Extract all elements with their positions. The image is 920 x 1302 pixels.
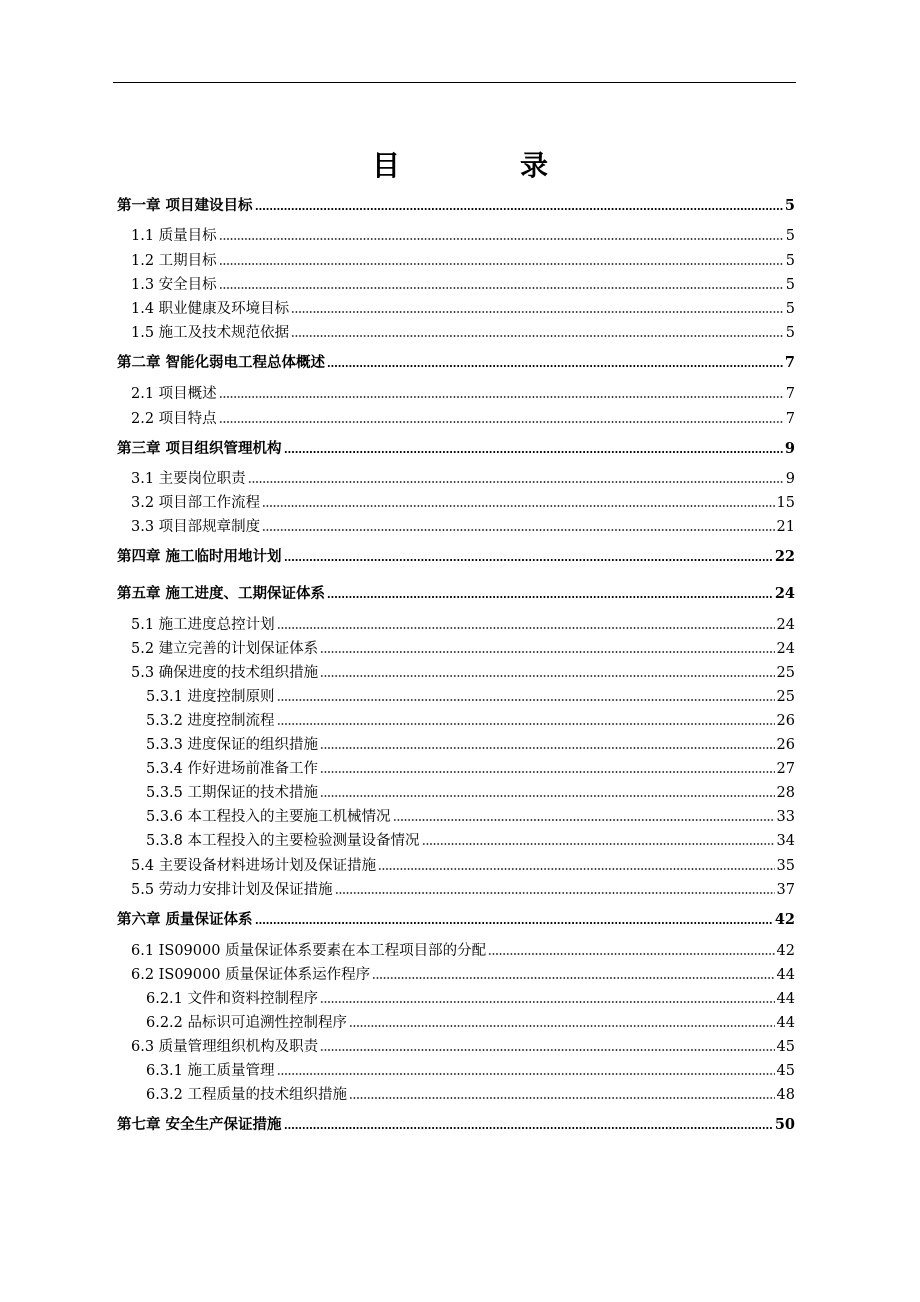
toc-section-entry[interactable] [131,251,795,271]
toc-entry-label: 第七章 安全生产保证措施 [117,1116,282,1133]
toc-leader-dots [262,504,774,508]
toc-chapter-entry[interactable] [117,196,795,216]
toc-section-entry[interactable] [146,687,795,707]
toc-page-number: 24 [774,585,795,602]
toc-leader-dots [248,480,784,484]
toc-leader-dots [320,650,774,654]
toc-entry-label: 5.3 确保进度的技术组织措施 [131,665,319,681]
toc-section-entry[interactable] [131,493,795,513]
toc-page-number: 42 [776,943,795,959]
toc-section-entry[interactable] [146,1061,795,1081]
toc-entry-label: 2.2 项目特点 [131,411,217,427]
toc-page-number: 50 [774,1116,795,1133]
toc-section-entry[interactable] [131,469,795,489]
toc-entry-label: 5.5 劳动力安排计划及保证措施 [131,882,333,898]
toc-page-number: 26 [776,713,795,729]
toc-page-number: 5 [785,301,795,317]
toc-page-number: 24 [776,617,795,633]
toc-page-number: 44 [776,991,795,1007]
toc-section-entry[interactable] [146,1013,795,1033]
toc-page-number: 9 [785,471,795,487]
toc-leader-dots [488,952,774,956]
toc-leader-dots [262,528,774,532]
toc-leader-dots [255,207,783,211]
toc-page-number: 28 [776,785,795,801]
toc-entry-label: 3.2 项目部工作流程 [131,495,261,511]
toc-page-number: 34 [776,833,795,849]
toc-section-entry[interactable] [131,663,795,683]
toc-section-entry[interactable] [146,711,795,731]
toc-page-number: 9 [784,440,795,457]
toc-chapter-entry[interactable] [117,439,795,459]
toc-entry-label: 5.3.2 进度控制流程 [146,713,275,729]
toc-entry-label: 第四章 施工临时用地计划 [117,548,282,565]
toc-entry-label: 5.3.4 作好进场前准备工作 [146,761,319,777]
toc-page-number: 35 [776,858,795,874]
toc-entry-label: 2.1 项目概述 [131,386,217,402]
toc-page-number: 5 [785,228,795,244]
toc-section-entry[interactable] [146,783,795,803]
toc-entry-label: 5.3.6 本工程投入的主要施工机械情况 [146,809,391,825]
toc-entry-label: 6.2 IS09000 质量保证体系运作程序 [131,967,371,983]
toc-leader-dots [320,746,775,750]
toc-section-entry[interactable] [131,275,795,295]
toc-leader-dots [219,286,784,290]
toc-leader-dots [291,334,784,338]
toc-page-number: 7 [785,386,795,402]
toc-entry-label: 第一章 项目建设目标 [117,197,253,214]
toc-page-number: 33 [776,809,795,825]
toc-entry-label: 6.2.2 品标识可追溯性控制程序 [146,1015,348,1031]
page-title: 目 录 [371,149,594,182]
toc-chapter-entry[interactable] [117,1115,795,1135]
toc-leader-dots [284,1126,773,1130]
toc-entry-label: 3.1 主要岗位职责 [131,471,246,487]
toc-section-entry[interactable] [146,807,795,827]
toc-section-entry[interactable] [131,856,795,876]
toc-leader-dots [284,558,773,562]
toc-section-entry[interactable] [131,880,795,900]
toc-chapter-entry[interactable] [117,353,795,373]
toc-entry-label: 5.4 主要设备材料进场计划及保证措施 [131,858,377,874]
toc-leader-dots [277,1072,775,1076]
toc-entry-label: 5.3.5 工期保证的技术措施 [146,785,319,801]
toc-section-entry[interactable] [131,639,795,659]
toc-section-entry[interactable] [131,1037,795,1057]
toc-leader-dots [219,420,784,424]
toc-leader-dots [327,595,773,599]
toc-page-number: 27 [776,761,795,777]
toc-page-number: 22 [774,548,795,565]
toc-page-number: 37 [776,882,795,898]
toc-page-number: 24 [776,641,795,657]
toc-leader-dots [320,794,775,798]
toc-leader-dots [335,891,775,895]
toc-page-number: 7 [784,354,795,371]
toc-leader-dots [349,1096,775,1100]
toc-section-entry[interactable] [131,323,795,343]
toc-section-entry[interactable] [131,226,795,246]
toc-chapter-entry[interactable] [117,910,795,930]
toc-page-number: 45 [776,1063,795,1079]
toc-page-number: 45 [776,1039,795,1055]
toc-page-number: 5 [785,325,795,341]
toc-leader-dots [277,722,775,726]
toc-leader-dots [393,818,775,822]
toc-section-entry[interactable] [131,384,795,404]
toc-section-entry[interactable] [131,941,795,961]
toc-chapter-entry[interactable] [117,584,795,604]
toc-page-number: 44 [776,967,795,983]
toc-leader-dots [320,1000,775,1004]
toc-page-number: 26 [776,737,795,753]
toc-leader-dots [422,842,775,846]
toc-section-entry[interactable] [131,409,795,429]
toc-page-number: 44 [776,1015,795,1031]
toc-entry-label: 第二章 智能化弱电工程总体概述 [117,354,326,371]
toc-section-entry[interactable] [146,1085,795,1105]
toc-entry-label: 第五章 施工进度、工期保证体系 [117,585,326,602]
toc-entry-label: 6.3.1 施工质量管理 [146,1063,275,1079]
toc-entry-label: 5.3.8 本工程投入的主要检验测量设备情况 [146,833,420,849]
toc-page-number: 21 [776,519,795,535]
toc-section-entry[interactable] [131,517,795,537]
toc-section-entry[interactable] [131,965,795,985]
toc-entry-label: 第三章 项目组织管理机构 [117,440,282,457]
toc-entry-label: 6.3 质量管理组织机构及职责 [131,1039,319,1055]
toc-page-number: 25 [776,689,795,705]
toc-leader-dots [372,976,774,980]
toc-leader-dots [219,237,784,241]
toc-section-entry[interactable] [131,615,795,635]
toc-leader-dots [219,395,784,399]
toc-page-number: 5 [785,277,795,293]
toc-leader-dots [291,310,784,314]
toc-leader-dots [378,867,774,871]
toc-leader-dots [277,698,775,702]
toc-entry-label: 5.3.1 进度控制原则 [146,689,275,705]
toc-entry-label: 1.3 安全目标 [131,277,217,293]
toc-page-number: 5 [784,197,795,214]
toc-section-entry[interactable] [146,735,795,755]
toc-entry-label: 3.3 项目部规章制度 [131,519,261,535]
toc-entry-label: 1.2 工期目标 [131,253,217,269]
toc-entry-label: 6.3.2 工程质量的技术组织措施 [146,1087,348,1103]
toc-page-number: 7 [785,411,795,427]
toc-entry-label: 1.1 质量目标 [131,228,217,244]
toc-leader-dots [277,626,775,630]
toc-entry-label: 5.3.3 进度保证的组织措施 [146,737,319,753]
toc-leader-dots [320,1048,774,1052]
toc-section-entry[interactable] [146,831,795,851]
toc-page-number: 25 [776,665,795,681]
toc-leader-dots [219,262,784,266]
toc-page-number: 15 [776,495,795,511]
toc-leader-dots [320,674,774,678]
toc-page-number: 42 [774,911,795,928]
toc-leader-dots [349,1024,775,1028]
toc-entry-label: 5.1 施工进度总控计划 [131,617,275,633]
toc-leader-dots [320,770,775,774]
toc-entry-label: 5.2 建立完善的计划保证体系 [131,641,319,657]
toc-entry-label: 1.4 职业健康及环境目标 [131,301,290,317]
toc-page-number: 5 [785,253,795,269]
toc-entry-label: 6.1 IS09000 质量保证体系要素在本工程项目部的分配 [131,943,487,959]
toc-section-entry[interactable] [146,759,795,779]
toc-entry-label: 6.2.1 文件和资料控制程序 [146,991,319,1007]
toc-chapter-entry[interactable] [117,547,795,567]
toc-leader-dots [284,450,783,454]
toc-entry-label: 第六章 质量保证体系 [117,911,253,928]
toc-leader-dots [255,921,773,925]
toc-section-entry[interactable] [146,989,795,1009]
toc-page-number: 48 [776,1087,795,1103]
toc-section-entry[interactable] [131,299,795,319]
toc-leader-dots [327,364,783,368]
toc-entry-label: 1.5 施工及技术规范依据 [131,325,290,341]
